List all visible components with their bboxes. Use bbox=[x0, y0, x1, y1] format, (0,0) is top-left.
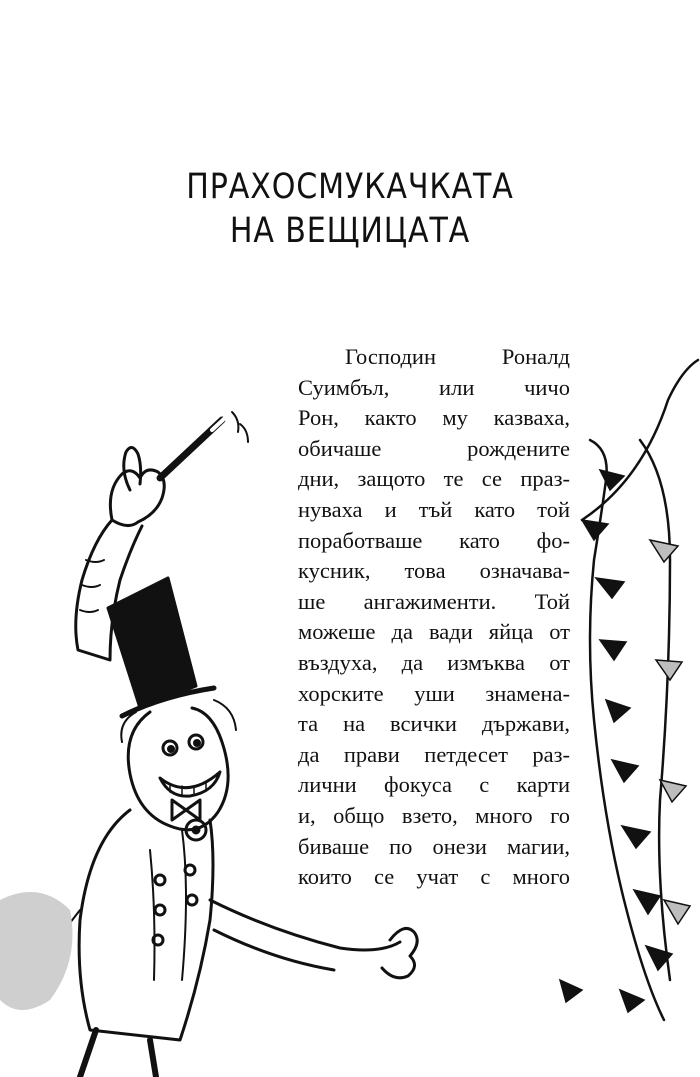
text-line: поработваше като фо- bbox=[298, 527, 570, 553]
text-line: кусник, това означава- bbox=[298, 558, 570, 584]
text-line: ше ангажименти. Той bbox=[298, 588, 570, 614]
text-line: биваше по онези магии, bbox=[298, 833, 570, 859]
chapter-title-line-1: ПРАХОСМУКАЧКАТА bbox=[186, 167, 514, 208]
text-line: които се учат с много bbox=[298, 864, 570, 890]
body-paragraph bbox=[298, 342, 570, 893]
text-line: можеше да вади яйца от bbox=[298, 619, 570, 645]
text-line: та на всички държави, bbox=[298, 711, 570, 737]
text-line: нуваха и тъй като той bbox=[298, 496, 570, 522]
text-line: хорските уши знамена- bbox=[298, 680, 570, 706]
text-line: Рон, както му казваха, bbox=[298, 405, 570, 431]
text-line: обичаше рождените bbox=[298, 435, 570, 461]
text-line: лични фокуса с карти bbox=[298, 772, 570, 798]
text-line: дни, защото те се праз- bbox=[298, 466, 570, 492]
text-line: Суимбъл, или чичо bbox=[298, 374, 570, 400]
text-line: и, общо взето, много го bbox=[298, 802, 570, 828]
text-line: Господин Роналд bbox=[345, 344, 570, 369]
text-line: въздуха, да измъква от bbox=[298, 649, 570, 675]
chapter-title-line-2: НА ВЕЩИЦАТА bbox=[229, 211, 471, 252]
text-line: да прави петдесет раз- bbox=[298, 741, 570, 767]
